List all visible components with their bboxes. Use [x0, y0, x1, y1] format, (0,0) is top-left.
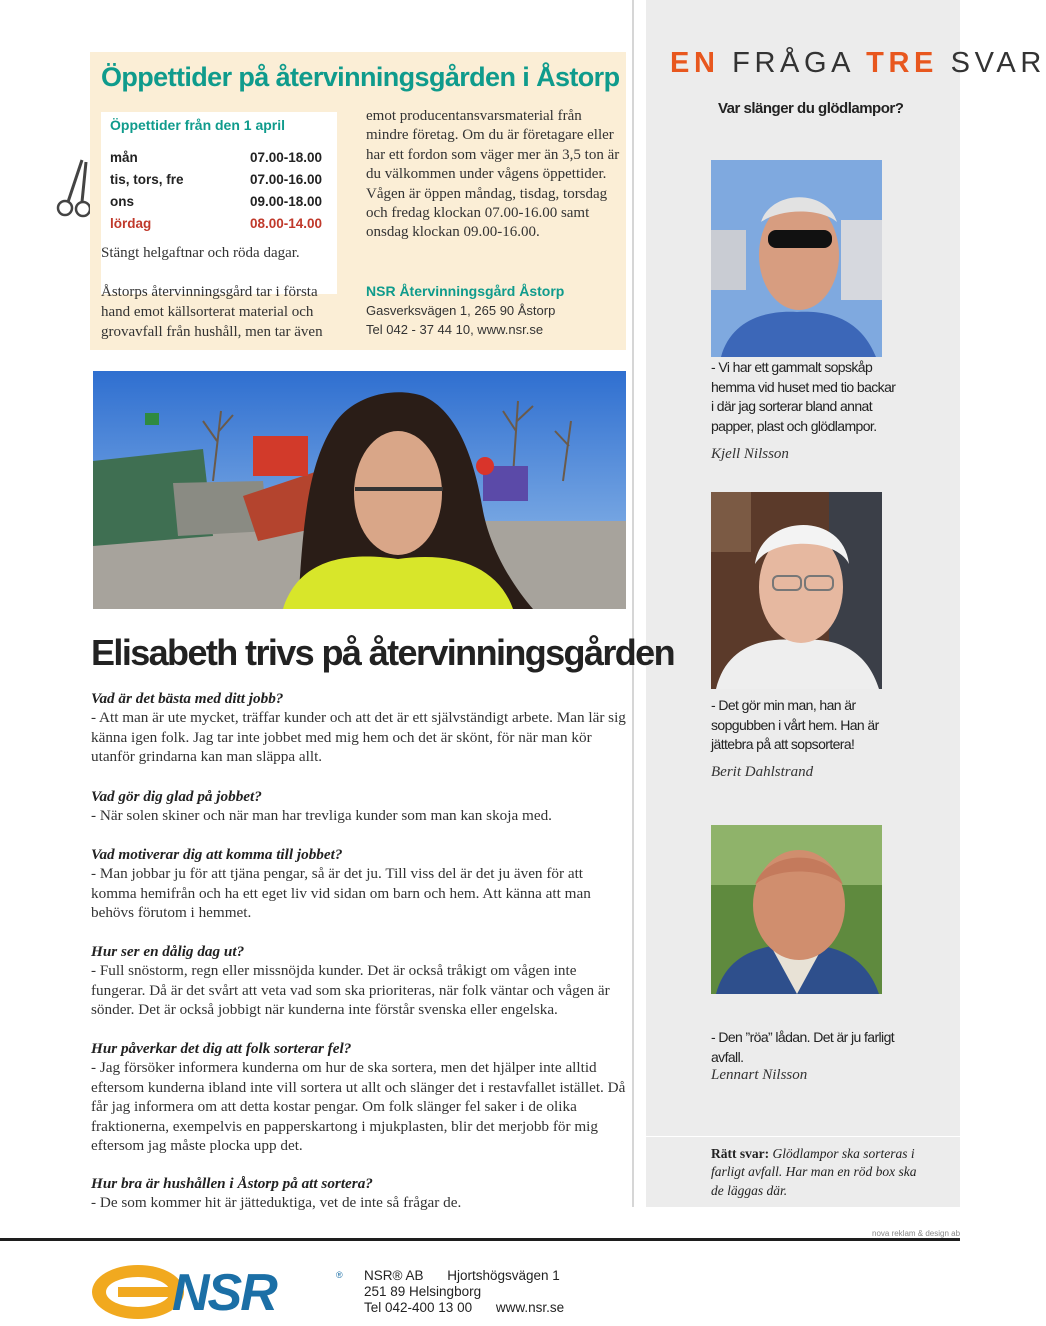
- footer-address: [364, 1268, 564, 1317]
- footer-city: 251 89 Helsingborg: [364, 1284, 482, 1300]
- qa-block: [91, 1174, 631, 1213]
- qa-block: [91, 942, 631, 1020]
- sidebar-divider: [646, 1136, 960, 1137]
- hours-body-left: Åstorps återvinningsgård tar i första hand emot källsorterat material och grovavfall från hushåll, men tar även: [101, 284, 323, 340]
- person-name: Kjell Nilsson: [711, 446, 789, 462]
- hours-closed-note: Stängt helgaftnar och röda dagar.: [101, 245, 300, 261]
- person-name: Lennart Nilsson: [711, 1067, 808, 1083]
- footer-divider: [0, 1238, 960, 1241]
- hours-table: [101, 112, 337, 294]
- hours-subtitle: Öppettider från den 1 april: [110, 117, 286, 133]
- article-headline: Elisabeth trivs på återvinningsgården: [91, 632, 674, 673]
- sidebar-heading: [670, 47, 1046, 80]
- hours-time: 07.00-16.00: [250, 172, 323, 187]
- person-name: Berit Dahlstrand: [711, 764, 814, 780]
- hours-time: 09.00-18.00: [250, 194, 323, 209]
- qa-block: [91, 1039, 631, 1155]
- sidebar-question: Var slänger du glödlampor?: [718, 100, 904, 117]
- hours-day: tis, tors, fre: [110, 172, 184, 187]
- qa-question: Hur bra är hushållen i Åstorp på att sortera?: [91, 1175, 373, 1192]
- qa-answer: - Att man är ute mycket, träffar kunder och att det är ett självständigt arbete. Man lär sig känna igen folk. Jag tar inte jobbet med mig hem och det är skönt, för när man kör utanför grindarna kan man släppa allt.: [91, 709, 626, 766]
- answer-label: Rätt svar:: [711, 1146, 770, 1161]
- qa-answer: - Jag försöker informera kunderna om hur de ska sortera, men det hjälper inte alltid eftersom kunderna ibland inte vill sortera ut allt och slänger det i restavfallet istället. Då får jag informera om att detta kostar pengar. Om folk slänger fel saker i de olika fraktionerna, exempelvis en papperskartong i mjukplasten, blir det merjobb för mig eftersom jag måste plocka upp det.: [91, 1059, 626, 1155]
- hours-day: mån: [110, 150, 138, 165]
- qa-answer: - Man jobbar ju för att tjäna pengar, så är det ju. Till viss del är det ju även för att komma hemifrån och ha ett eget liv vid sidan om barn och hem. Att känna att man behövs förutom i hemmet.: [91, 865, 591, 922]
- person-photo: [711, 825, 882, 994]
- person-quote: - Det gör min man, han är sopgubben i vårt hem. Han är jättebra på att sopsortera!: [711, 697, 879, 752]
- sidebar-heading-word: SVAR: [950, 47, 1046, 79]
- hours-row: [110, 194, 328, 209]
- nsr-logo: [90, 1262, 350, 1322]
- hours-row: [110, 172, 328, 187]
- hours-day: ons: [110, 194, 135, 209]
- person-quote: - Den ”röa” lådan. Det är ju farligt avfall.: [711, 1029, 895, 1065]
- qa-question: Vad är det bästa med ditt jobb?: [91, 690, 284, 707]
- qa-answer: - De som kommer hit är jätteduktiga, vet de inte så frågar de.: [91, 1194, 462, 1212]
- hours-row: [110, 216, 328, 231]
- hours-time: 07.00-18.00: [250, 150, 323, 165]
- hours-row: [110, 150, 328, 165]
- qa-answer: - När solen skiner och när man har trevliga kunder som man kan skoja med.: [91, 807, 552, 825]
- column-divider: [632, 0, 634, 1207]
- hours-day: lördag: [110, 216, 152, 231]
- contact-block: [366, 282, 564, 339]
- hours-title: Öppettider på återvinningsgården i Åstorp: [101, 62, 620, 92]
- hours-time: 08.00-14.00: [250, 216, 323, 231]
- sidebar-heading-word: EN: [670, 47, 720, 79]
- design-credit: nova reklam & design ab: [872, 1229, 961, 1238]
- footer-street: Hjortshögsvägen 1: [447, 1268, 560, 1283]
- footer-company: NSR® AB: [364, 1268, 424, 1283]
- contact-name: NSR Återvinningsgård Åstorp: [366, 283, 565, 299]
- logo-text: NSR: [172, 1264, 276, 1322]
- answer-text: Glödlampor ska sorteras i farligt avfall. Har man en röd box ska de läggas där.: [711, 1146, 917, 1198]
- qa-answer: - Full snöstorm, regn eller missnöjda kunder. Det är också tråkigt om vågen inte fungerar. Då är det svårt att veta vad som ska prioriteras, när folk väntar och vågen är sönder. Det är också jobbigt när kunderna inte förstår svenska eller engelska.: [91, 962, 610, 1019]
- contact-address: Gasverksvägen 1, 265 90 Åstorp: [366, 303, 556, 318]
- qa-block: [91, 787, 631, 826]
- hours-body-right: emot producentansvarsmaterial från mindre företag. Om du är företagare eller har ett fordon som väger mer än 3,5 ton är du välkommen under vågens öppettider. Vågen är öppen måndag, tisdag, torsdag och fredag klockan 07.00-16.00 samt onsdag klockan 09.00-16.00.: [366, 108, 620, 241]
- qa-question: Vad gör dig glad på jobbet?: [91, 788, 262, 805]
- qa-question: Vad motiverar dig att komma till jobbet?: [91, 846, 343, 863]
- person-photo: [711, 492, 882, 689]
- correct-answer: [711, 1145, 931, 1200]
- qa-question: Hur påverkar det dig att folk sorterar fel?: [91, 1040, 352, 1057]
- footer-phone: Tel 042-400 13 00: [364, 1300, 473, 1316]
- sidebar-heading-word: FRÅGA: [732, 47, 854, 79]
- footer-web-link[interactable]: www.nsr.se: [495, 1300, 565, 1316]
- sidebar-heading-word: TRE: [866, 47, 938, 79]
- svg-text:®: ®: [336, 1270, 343, 1280]
- contact-phone: Tel 042 - 37 44 10, www.nsr.se: [366, 322, 544, 337]
- person-photo: [711, 160, 882, 357]
- main-photo: [93, 371, 626, 609]
- qa-block: [91, 845, 631, 923]
- opening-hours-box: [90, 52, 626, 350]
- qa-question: Hur ser en dålig dag ut?: [91, 943, 245, 960]
- qa-block: [91, 689, 631, 767]
- person-quote: - Vi har ett gammalt sopskåp hemma vid huset med tio backar i där jag sorterar bland annat papper, plast och glödlampor.: [711, 359, 896, 434]
